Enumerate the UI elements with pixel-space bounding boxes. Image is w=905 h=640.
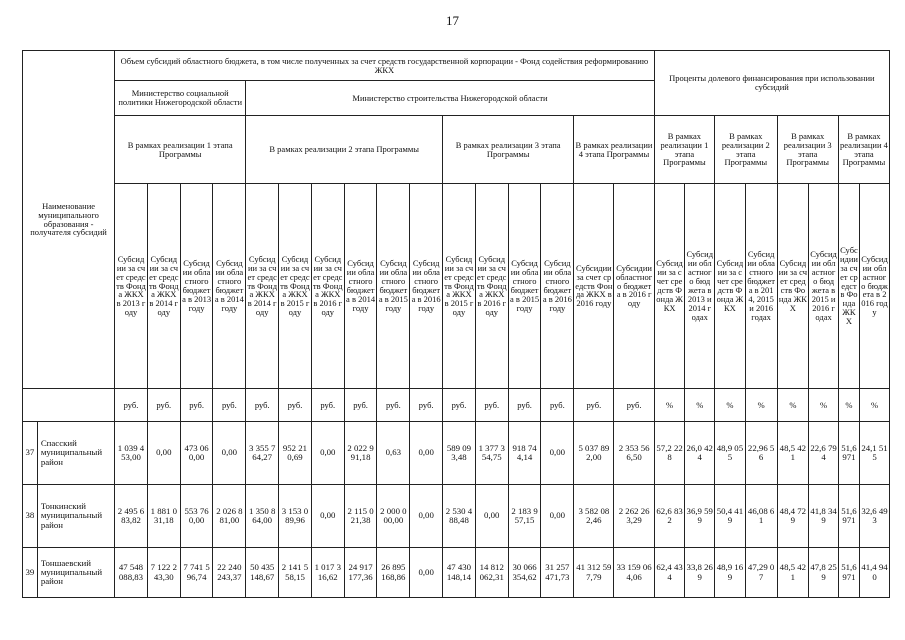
p-stage3-header: В рамках реализации 3 этапа Программы xyxy=(777,116,838,184)
value-cell: 0,00 xyxy=(311,422,344,485)
value-cell: 47 548 088,83 xyxy=(115,548,148,598)
value-cell: 5 037 892,00 xyxy=(574,422,614,485)
column-header: Субсидии областного бюджета в 2014 году xyxy=(213,184,246,389)
column-header: Субсидии за счет средств Фонда ЖКХ в 2016 году xyxy=(574,184,614,389)
unit-cell: руб. xyxy=(574,389,614,422)
value-cell: 41 312 597,79 xyxy=(574,548,614,598)
value-cell: 62,6 832 xyxy=(654,485,685,548)
value-cell: 47,8 259 xyxy=(809,548,839,598)
unit-cell: руб. xyxy=(246,389,279,422)
value-cell: 2 026 881,00 xyxy=(213,485,246,548)
unit-cell: % xyxy=(860,389,890,422)
municipality-name: Спасский муниципальный район xyxy=(37,422,114,485)
value-cell: 24 917 177,36 xyxy=(344,548,377,598)
unit-cell: руб. xyxy=(279,389,312,422)
value-cell: 22,6 794 xyxy=(809,422,839,485)
value-cell: 51,6 971 xyxy=(838,548,859,598)
column-header: Субсидии областного бюджета в 2015 и 2016 годах xyxy=(809,184,839,389)
value-cell: 47 430 148,14 xyxy=(443,548,476,598)
unit-cell: % xyxy=(777,389,809,422)
unit-cell: руб. xyxy=(443,389,476,422)
unit-cell: руб. xyxy=(475,389,508,422)
column-header: Субсидии областного бюджета в 2014, 2015 и 2016 годах xyxy=(745,184,777,389)
value-cell: 48,5 421 xyxy=(777,548,809,598)
p-stage1-header: В рамках реализации 1 этапа Программы xyxy=(654,116,714,184)
value-cell: 2 000 000,00 xyxy=(377,485,410,548)
value-cell: 0,00 xyxy=(475,485,508,548)
column-header: Субсидии за счет средств Фонда ЖКХ в 2016 году xyxy=(475,184,508,389)
value-cell: 2 141 558,15 xyxy=(279,548,312,598)
unit-cell: руб. xyxy=(344,389,377,422)
unit-cell: руб. xyxy=(311,389,344,422)
value-cell: 57,2 228 xyxy=(654,422,685,485)
column-header: Субсидии областного бюджета в 2016 году xyxy=(860,184,890,389)
column-header: Субсидии за счет средств Фонда ЖКХ в 2015 году xyxy=(279,184,312,389)
column-header: Субсидии за счет средств Фонда ЖКХ в 2015 году xyxy=(443,184,476,389)
value-cell: 0,63 xyxy=(377,422,410,485)
value-cell: 918 744,14 xyxy=(508,422,541,485)
unit-cell: руб. xyxy=(180,389,213,422)
value-cell: 31 257 471,73 xyxy=(541,548,574,598)
value-cell: 0,00 xyxy=(213,422,246,485)
value-cell: 50 435 148,67 xyxy=(246,548,279,598)
row-number: 38 xyxy=(23,485,38,548)
p-stage2-header: В рамках реализации 2 этапа Программы xyxy=(715,116,777,184)
value-cell: 26,0 424 xyxy=(685,422,715,485)
column-header: Субсидии за счет средств Фонда ЖКХ xyxy=(777,184,809,389)
unit-cell: % xyxy=(654,389,685,422)
value-cell: 2 022 991,18 xyxy=(344,422,377,485)
column-header: Субсидии за счет средств Фонда ЖКХ xyxy=(838,184,859,389)
value-cell: 30 066 354,62 xyxy=(508,548,541,598)
column-header: Субсидии областного бюджета в 2016 году xyxy=(614,184,654,389)
value-cell: 48,9 169 xyxy=(715,548,746,598)
municipality-name: Тонкинский муниципальный район xyxy=(37,485,114,548)
value-cell: 36,9 599 xyxy=(685,485,715,548)
value-cell: 0,00 xyxy=(410,485,443,548)
value-cell: 33 159 064,06 xyxy=(614,548,654,598)
unit-cell: руб. xyxy=(115,389,148,422)
value-cell: 0,00 xyxy=(541,422,574,485)
row-number: 39 xyxy=(23,548,38,598)
value-cell: 41,8 349 xyxy=(809,485,839,548)
value-cell: 22 240 243,37 xyxy=(213,548,246,598)
unit-cell: руб. xyxy=(213,389,246,422)
value-cell: 0,00 xyxy=(147,422,180,485)
value-cell: 2 530 488,48 xyxy=(443,485,476,548)
value-cell: 3 582 082,46 xyxy=(574,485,614,548)
stage4-header: В рамках реализации 4 этапа Программы xyxy=(574,116,655,184)
value-cell: 3 153 089,96 xyxy=(279,485,312,548)
value-cell: 1 039 453,00 xyxy=(115,422,148,485)
column-header: Субсидии областного бюджета в 2015 году xyxy=(508,184,541,389)
p-stage4-header: В рамках реализации 4 этапа Программы xyxy=(838,116,889,184)
column-header: Субсидии областного бюджета в 2016 году xyxy=(541,184,574,389)
column-header: Субсидии за счет средств Фонда ЖКХ в 2016 году xyxy=(311,184,344,389)
unit-cell: % xyxy=(838,389,859,422)
column-header: Субсидии за счет средств Фонда ЖКХ в 2013 году xyxy=(115,184,148,389)
value-cell: 50,4 419 xyxy=(715,485,746,548)
value-cell: 2 495 683,82 xyxy=(115,485,148,548)
subsidy-table xyxy=(22,50,890,598)
column-header: Субсидии за счет средств Фонда ЖКХ в 2014 году xyxy=(147,184,180,389)
unit-cell: % xyxy=(809,389,839,422)
units-blank xyxy=(23,389,115,422)
value-cell: 48,4 729 xyxy=(777,485,809,548)
unit-cell: руб. xyxy=(147,389,180,422)
value-cell: 14 812 062,31 xyxy=(475,548,508,598)
unit-cell: % xyxy=(745,389,777,422)
value-cell: 0,00 xyxy=(311,485,344,548)
row-number: 37 xyxy=(23,422,38,485)
value-cell: 1 881 031,18 xyxy=(147,485,180,548)
value-cell: 0,00 xyxy=(410,422,443,485)
value-cell: 33,8 269 xyxy=(685,548,715,598)
value-cell: 51,6 971 xyxy=(838,422,859,485)
unit-cell: руб. xyxy=(377,389,410,422)
value-cell: 2 183 957,15 xyxy=(508,485,541,548)
table-row xyxy=(23,485,890,548)
value-cell: 32,6 493 xyxy=(860,485,890,548)
value-cell: 7 741 596,74 xyxy=(180,548,213,598)
value-cell: 1 017 316,62 xyxy=(311,548,344,598)
value-cell: 46,08 61 xyxy=(745,485,777,548)
unit-cell: % xyxy=(715,389,746,422)
ministry-social-header: Министерство социальной политики Нижегородской области xyxy=(115,81,246,116)
column-header: Субсидии за счет средств Фонда ЖКХ в 2014 году xyxy=(246,184,279,389)
column-header: Субсидии областного бюджета в 2016 году xyxy=(410,184,443,389)
value-cell: 0,00 xyxy=(410,548,443,598)
stage3-header: В рамках реализации 3 этапа Программы xyxy=(443,116,574,184)
unit-cell: руб. xyxy=(541,389,574,422)
table-row xyxy=(23,548,890,598)
table-row xyxy=(23,422,890,485)
column-header: Субсидии за счет средств Фонда ЖКХ xyxy=(715,184,746,389)
value-cell: 1 377 354,75 xyxy=(475,422,508,485)
value-cell: 48,5 421 xyxy=(777,422,809,485)
value-cell: 47,29 07 xyxy=(745,548,777,598)
ministry-build-header: Министерство строительства Нижегородской области xyxy=(246,81,654,116)
page-number: 17 xyxy=(446,13,459,28)
value-cell: 22,96 56 xyxy=(745,422,777,485)
value-cell: 62,4 434 xyxy=(654,548,685,598)
column-header: Субсидии областного бюджета в 2013 году xyxy=(180,184,213,389)
value-cell: 2 115 021,38 xyxy=(344,485,377,548)
column-header: Субсидии областного бюджета в 2015 году xyxy=(377,184,410,389)
stage2-header: В рамках реализации 2 этапа Программы xyxy=(246,116,443,184)
unit-cell: руб. xyxy=(508,389,541,422)
value-cell: 952 210,69 xyxy=(279,422,312,485)
column-header: Субсидии областного бюджета в 2013 и 2014 годах xyxy=(685,184,715,389)
value-cell: 2 353 566,50 xyxy=(614,422,654,485)
value-cell: 26 895 168,86 xyxy=(377,548,410,598)
value-cell: 589 093,48 xyxy=(443,422,476,485)
name-header: Наименование муниципального образования - получателя субсидий xyxy=(23,51,115,389)
value-cell: 51,6 971 xyxy=(838,485,859,548)
unit-cell: % xyxy=(685,389,715,422)
unit-cell: руб. xyxy=(410,389,443,422)
value-cell: 0,00 xyxy=(541,485,574,548)
main-header: Объем субсидий областного бюджета, в том числе полученных за счет средств государственной корпорации - Фонд содействия реформированию ЖКХ xyxy=(115,51,655,81)
value-cell: 1 350 864,00 xyxy=(246,485,279,548)
value-cell: 553 760,00 xyxy=(180,485,213,548)
value-cell: 48,9 055 xyxy=(715,422,746,485)
value-cell: 41,4 940 xyxy=(860,548,890,598)
column-header: Субсидии областного бюджета в 2014 году xyxy=(344,184,377,389)
value-cell: 473 060,00 xyxy=(180,422,213,485)
unit-cell: руб. xyxy=(614,389,654,422)
percent-header: Проценты долевого финансирования при использовании субсидий xyxy=(654,51,889,116)
municipality-name: Тоншаевский муниципальный район xyxy=(37,548,114,598)
value-cell: 7 122 243,30 xyxy=(147,548,180,598)
stage1-header: В рамках реализации 1 этапа Программы xyxy=(115,116,246,184)
value-cell: 3 355 764,27 xyxy=(246,422,279,485)
column-header: Субсидии за счет средств Фонда ЖКХ xyxy=(654,184,685,389)
value-cell: 2 262 263,29 xyxy=(614,485,654,548)
value-cell: 24,1 515 xyxy=(860,422,890,485)
